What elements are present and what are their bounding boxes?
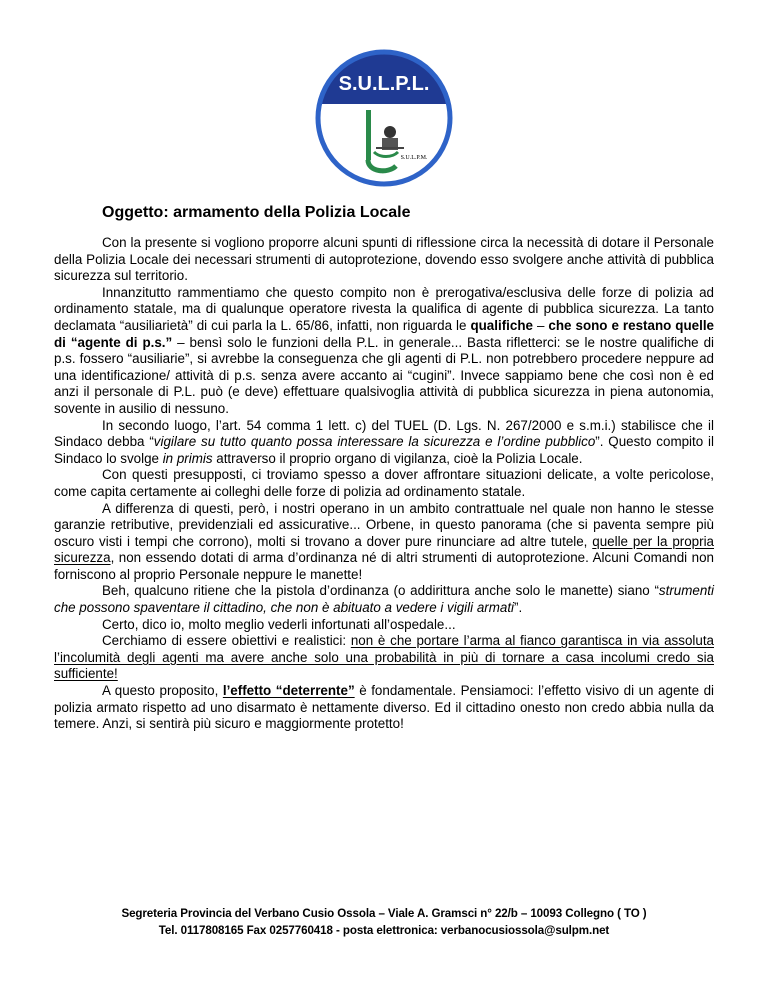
paragraph-5: A differenza di questi, però, i nostri operano in un ambito contrattuale nel quale non hanno le stesse garanzie retributive, previdenziali ed assicurative... Orbene, in questo panorama (che si paventa sempre più oscuro visti i tempi che corrono), molti si trovano a dover pure rinunciare ad altre tutele, quelle per la propria sicurezza, non essendo dotati di arma d’ordinanza né di altri strumenti di autoprotezione. Alcuni Comandi non forniscono al proprio Personale neppure le manette! xyxy=(54,500,715,582)
paragraph-1: Con la presente si vogliono proporre alcuni spunti di riflessione circa la necessità di dotare il Personale della Polizia Locale dei necessari strumenti di autoprotezione, dovendo esso svolgere anche attività di pubblica sicurezza sul territorio. xyxy=(54,235,714,284)
union-logo-graphic xyxy=(314,48,454,188)
footer-contacts: Tel. 0117808165 Fax 0257760418 - posta elettronica: verbanocusiossola@sulpm.net xyxy=(158,923,610,937)
paragraph-2: Innanzitutto rammentiamo che questo compito non è prerogativa/esclusiva delle forze di polizia ad ordinamento statale, ma di qualunque operatore rivesta la qualifica di agente di pubblica sicurezza. La tanto declamata “ausiliarietà” di cui parla la L. 65/86, infatti, non riguarda le qualifiche – che sono e restano quelle di “agente di p.s.” – bensì solo le funzioni della P.L. in generale... Basta rifletterci: se le nostre qualifiche di p.s. fossero “ausiliarie”, si avrebbe la conseguenza che gli agenti di P.L. non potrebbero procedere neppure ad una identificazione/ attività di p.s. senza avere accanto ai “cugini”. Invece sappiamo bene che così non è ed anzi il personale di P.L. può (e deve) effettuare qualsivoglia attività di pubblica sicurezza in piena autonomia, sovente in ausilio di nessuno. xyxy=(54,284,714,416)
logo-caption: S.U.L.P.M. xyxy=(400,155,428,161)
union-logo xyxy=(314,48,454,188)
letter-footer xyxy=(0,906,768,939)
paragraph-6: Beh, qualcuno ritiene che la pistola d’ordinanza (o addirittura anche solo le manette) siano “strumenti che possono spaventare il cittadino, che non è abituato a vedere i vigili armati”. xyxy=(54,583,714,616)
paragraph-4: Con questi presupposti, ci troviamo spesso a dover affrontare situazioni delicate, a volte pericolose, come capita certamente ai colleghi delle forze di polizia ad ordinamento statale. xyxy=(54,467,714,499)
footer-address: Segreteria Provincia del Verbano Cusio Ossola – Viale A. Gramsci n° 22/b – 10093 Collegno ( TO ) xyxy=(121,907,647,920)
document-subject: Oggetto: armamento della Polizia Locale xyxy=(102,204,411,221)
letter-body xyxy=(54,235,714,733)
paragraph-7: Certo, dico io, molto meglio vederli infortunati all’ospedale... xyxy=(102,616,456,632)
paragraph-8: Cerchiamo di essere obiettivi e realistici: non è che portare l’arma al fianco garantisca in via assoluta l’incolumità degli agenti ma avere anche solo una probabilità in più di tornare a casa incolumi credo sia sufficiente! xyxy=(54,633,714,682)
paragraph-9: A questo proposito, l’effetto “deterrente” è fondamentale. Pensiamoci: l’effetto visivo di un agente di polizia armato rispetto ad uno disarmato è nettamente diverso. Ed il cittadino onesto non credo abbia nulla da temere. Anzi, si sentirà più sicuro e maggiormente protetto! xyxy=(54,683,714,732)
paragraph-3: In secondo luogo, l’art. 54 comma 1 lett. c) del TUEL (D. Lgs. N. 267/2000 e s.m.i.) stabilisce che il Sindaco debba “vigilare su tutto quanto possa interessare la sicurezza e l’ordine pubblico”. Questo compito il Sindaco lo svolge in primis attraverso il proprio organo di vigilanza, cioè la Polizia Locale. xyxy=(54,417,714,466)
logo-title: S.U.L.P.L. xyxy=(338,73,430,95)
